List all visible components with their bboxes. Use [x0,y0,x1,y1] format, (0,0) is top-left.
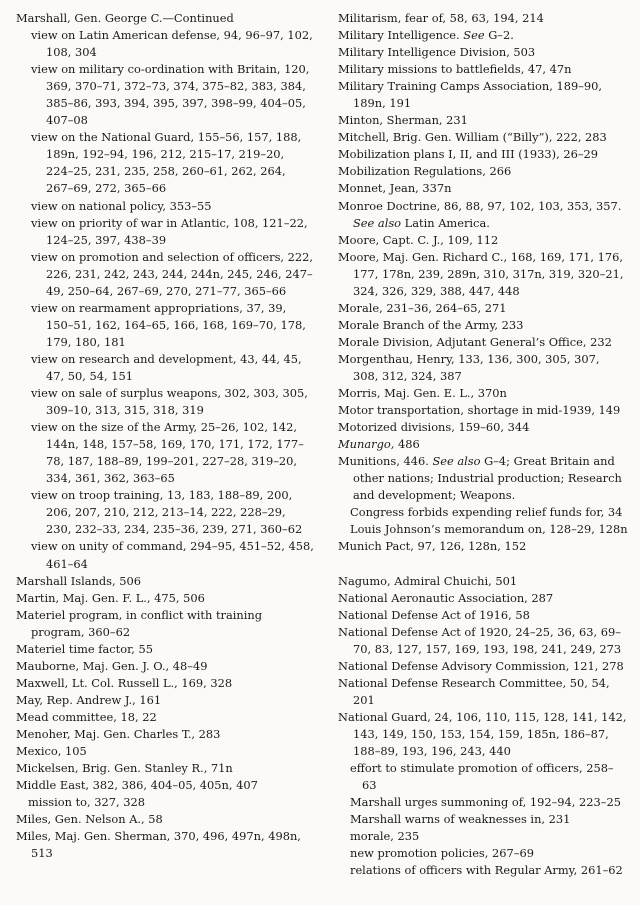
index-entry [16,811,314,828]
index-entry [338,675,628,709]
entry-text: National Defense Act of 1920, 24–25, 36, 63, 69–70, 83, 127, 157, 169, 193, 198, 241, 249, 273 [338,624,622,656]
index-subentry [16,300,314,351]
entry-text: Mead committee, 18, 22 [16,709,157,724]
entry-text: Martin, Maj. Gen. F. L., 475, 506 [16,590,205,605]
entry-text: Morale, 231–36, 264–65, 271 [338,300,507,315]
entry-text: Marshall Islands, 506 [16,573,142,588]
entry-text: view on rearmament appropriations, 37, 39, 150–51, 162, 164–65, 166, 168, 169–70, 178, 179, 180, 181 [31,300,306,349]
entry-text: Louis Johnson’s memorandum on, 128–29, 128n [350,522,628,537]
entry-text: Miles, Gen. Nelson A., 58 [16,812,163,827]
index-subentry [16,385,314,419]
index-entry [338,198,628,215]
index-entry [16,10,314,27]
index-entry [338,180,628,197]
entry-text: Military Intelligence. [338,28,460,43]
entry-text: Munitions, 446. [338,454,429,469]
index-entry [338,590,628,607]
entry-text: view on military co-ordination with Britain, 120, 369, 370–71, 372–73, 374, 375–82, 383, 384, 385–86, 393, 394, 395, 397, 398–99, 404–05, 407–08 [31,62,310,128]
index-entry [338,163,628,180]
see-label: See also [432,454,481,469]
entry-text: National Defense Research Committee, 50, 54, 201 [338,675,610,707]
index-entry [338,249,628,300]
index-entry [16,607,314,641]
entry-text: Moore, Capt. C. J., 109, 112 [338,232,499,247]
entry-text: view on troop training, 13, 183, 188–89, 200, 206, 207, 210, 212, 213–14, 222, 228–29, 230, 232–33, 234, 235–36, 239, 271, 360–62 [31,488,303,537]
index-entry [16,675,314,692]
entry-text: morale, 235 [350,829,420,844]
entry-text: National Defense Act of 1916, 58 [338,607,530,622]
index-entry [16,692,314,709]
entry-text: view on sale of surplus weapons, 302, 303, 305, 309–10, 313, 315, 318, 319 [31,386,308,418]
index-subentry [16,27,314,61]
index-entry [16,777,314,794]
index-subentry [338,845,628,862]
entry-text: Mexico, 105 [16,744,87,759]
entry-text: view on priority of war in Atlantic, 108, 121–22, 124–25, 397, 438–39 [31,215,308,247]
index-entry [338,351,628,385]
index-entry [338,607,628,624]
index-entry [338,538,628,555]
index-subentry [338,828,628,845]
index-entry [338,334,628,351]
index-entry [338,27,628,44]
index-entry [338,624,628,658]
index-entry [338,44,628,61]
entry-text: view on Latin American defense, 94, 96–97, 102, 108, 304 [31,28,313,60]
entry-text: Mitchell, Brig. Gen. William (“Billy”), 222, 283 [338,130,607,145]
index-entry [338,385,628,402]
entry-text: Minton, Sherman, 231 [338,113,468,128]
entry-text: relations of officers with Regular Army, 261–62 [350,863,623,878]
index-entry [338,232,628,249]
entry-text: Marshall warns of weaknesses in, 231 [350,812,571,827]
entry-text: Morris, Maj. Gen. E. L., 370n [338,386,507,401]
index-entry [16,590,314,607]
entry-text: Marshall urges summoning of, 192–94, 223–25 [350,795,621,810]
entry-text: Materiel time factor, 55 [16,641,153,656]
entry-text: Military Training Camps Association, 189–90, 189n, 191 [338,79,603,111]
index-entry [16,641,314,658]
index-entry [338,78,628,112]
entry-text: Militarism, fear of, 58, 63, 194, 214 [338,11,544,25]
index-subentry [338,504,628,521]
index-column-right [338,10,628,879]
index-subentry [338,760,628,794]
entry-text: view on the National Guard, 155–56, 157, 188, 189n, 192–94, 196, 212, 215–17, 219–20, 224–25, 231, 235, 258, 260–61, 262, 264, 267–69, 272, 365–66 [31,130,302,196]
entry-text: view on the size of the Army, 25–26, 102, 142, 144n, 148, 157–58, 169, 170, 171, 172, 177–78, 187, 188–89, 199–201, 227–28, 319–20, 334, 361, 362, 363–65 [31,420,304,486]
see-also-label: See also [353,215,402,230]
index-entry [338,300,628,317]
entry-text: view on unity of command, 294–95, 451–52, 458, 461–64 [31,539,314,571]
entry-text: new promotion policies, 267–69 [350,846,534,861]
index-entry [338,215,628,232]
entry-text: effort to stimulate promotion of officers, 258–63 [350,761,614,793]
index-entry [338,317,628,334]
index-subentry [338,862,628,879]
index-entry [338,10,628,27]
entry-text: Mauborne, Maj. Gen. J. O., 48–49 [16,658,208,673]
entry-text: view on research and development, 43, 44, 45, 47, 50, 54, 151 [31,351,302,383]
entry-text: view on national policy, 353–55 [31,198,212,213]
index-entry [338,573,628,590]
entry-text: Morale Division, Adjutant General’s Office, 232 [338,334,612,349]
index-entry [16,743,314,760]
entry-text: mission to, 327, 328 [28,795,145,810]
index-entry [16,760,314,777]
see-also-target: Latin America. [404,215,490,230]
entry-text: Marshall, Gen. George C.—Continued [16,11,234,25]
index-subentry [16,351,314,385]
entry-text: Military missions to battlefields, 47, 47n [338,62,572,77]
entry-text: Menoher, Maj. Gen. Charles T., 283 [16,726,221,741]
index-entry [338,419,628,436]
see-label: See [463,28,485,43]
entry-text: Middle East, 382, 386, 404–05, 405n, 407 [16,778,258,793]
entry-text: Morgenthau, Henry, 133, 136, 300, 305, 307, 308, 312, 324, 387 [338,351,600,383]
index-entry [338,61,628,78]
entry-text: Materiel program, in conflict with training program, 360–62 [16,607,263,639]
entry-text: Nagumo, Admiral Chuichi, 501 [338,573,518,588]
entry-text: Monroe Doctrine, 86, 88, 97, 102, 103, 353, 357. [338,198,622,213]
index-entry [16,573,314,590]
see-target: G–2. [488,28,514,43]
index-subentry [338,794,628,811]
entry-text: Monnet, Jean, 337n [338,181,452,196]
index-subentry [16,794,314,811]
entry-pages: 486 [394,437,420,452]
index-subentry [16,419,314,487]
entry-text: Maxwell, Lt. Col. Russell L., 169, 328 [16,675,233,690]
entry-text: National Defense Advisory Commission, 121, 278 [338,658,624,673]
index-entry [338,146,628,163]
index-entry [338,453,628,504]
entry-text: Congress forbids expending relief funds for, 34 [350,505,623,520]
entry-italic-title: Munargo, [338,437,395,452]
index-entry [16,828,314,862]
entry-text: May, Rep. Andrew J., 161 [16,692,162,707]
index-subentry [16,61,314,129]
index-column-left [16,10,314,862]
index-subentry [16,129,314,197]
entry-text: Mobilization Regulations, 266 [338,164,512,179]
entry-text: Motorized divisions, 159–60, 344 [338,420,530,435]
entry-text: Miles, Maj. Gen. Sherman, 370, 496, 497n, 498n, 513 [16,829,301,861]
entry-text: National Aeronautic Association, 287 [338,590,554,605]
index-entry [338,129,628,146]
index-subentry [338,521,628,538]
index-entry [16,726,314,743]
entry-text: view on promotion and selection of officers, 222, 226, 231, 242, 243, 244, 244n, 245, 246, 247–49, 250–64, 267–69, 270, 271–77, 365–66 [31,249,314,298]
entry-text: Military Intelligence Division, 503 [338,45,536,60]
index-entry [338,402,628,419]
index-entry [338,112,628,129]
entry-text: Munich Pact, 97, 126, 128n, 152 [338,539,527,554]
see-target: G–4; Great Britain and other nations; Industrial production; Research and development; Weapons. [353,454,622,503]
entry-text: National Guard, 24, 106, 110, 115, 128, 141, 142, 143, 149, 150, 153, 154, 159, 185n, 186–87, 188–89, 193, 196, 243, 440 [338,709,627,758]
index-entry [16,658,314,675]
entry-text: Motor transportation, shortage in mid-1939, 149 [338,403,621,418]
index-subentry [338,811,628,828]
index-subentry [16,249,314,300]
index-entry [338,709,628,760]
index-subentry [16,538,314,572]
index-entry [338,658,628,675]
entry-text: Moore, Maj. Gen. Richard C., 168, 169, 171, 176, 177, 178n, 239, 289n, 310, 317n, 319, 320–21, 324, 326, 329, 388, 447, 448 [338,249,624,298]
index-entry [338,436,628,453]
index-entry [16,709,314,726]
index-subentry [16,198,314,215]
entry-text: Morale Branch of the Army, 233 [338,317,524,332]
index-subentry [16,215,314,249]
entry-text: Mickelsen, Brig. Gen. Stanley R., 71n [16,761,233,776]
index-subentry [16,487,314,538]
entry-text: Mobilization plans I, II, and III (1933), 26–29 [338,147,599,162]
